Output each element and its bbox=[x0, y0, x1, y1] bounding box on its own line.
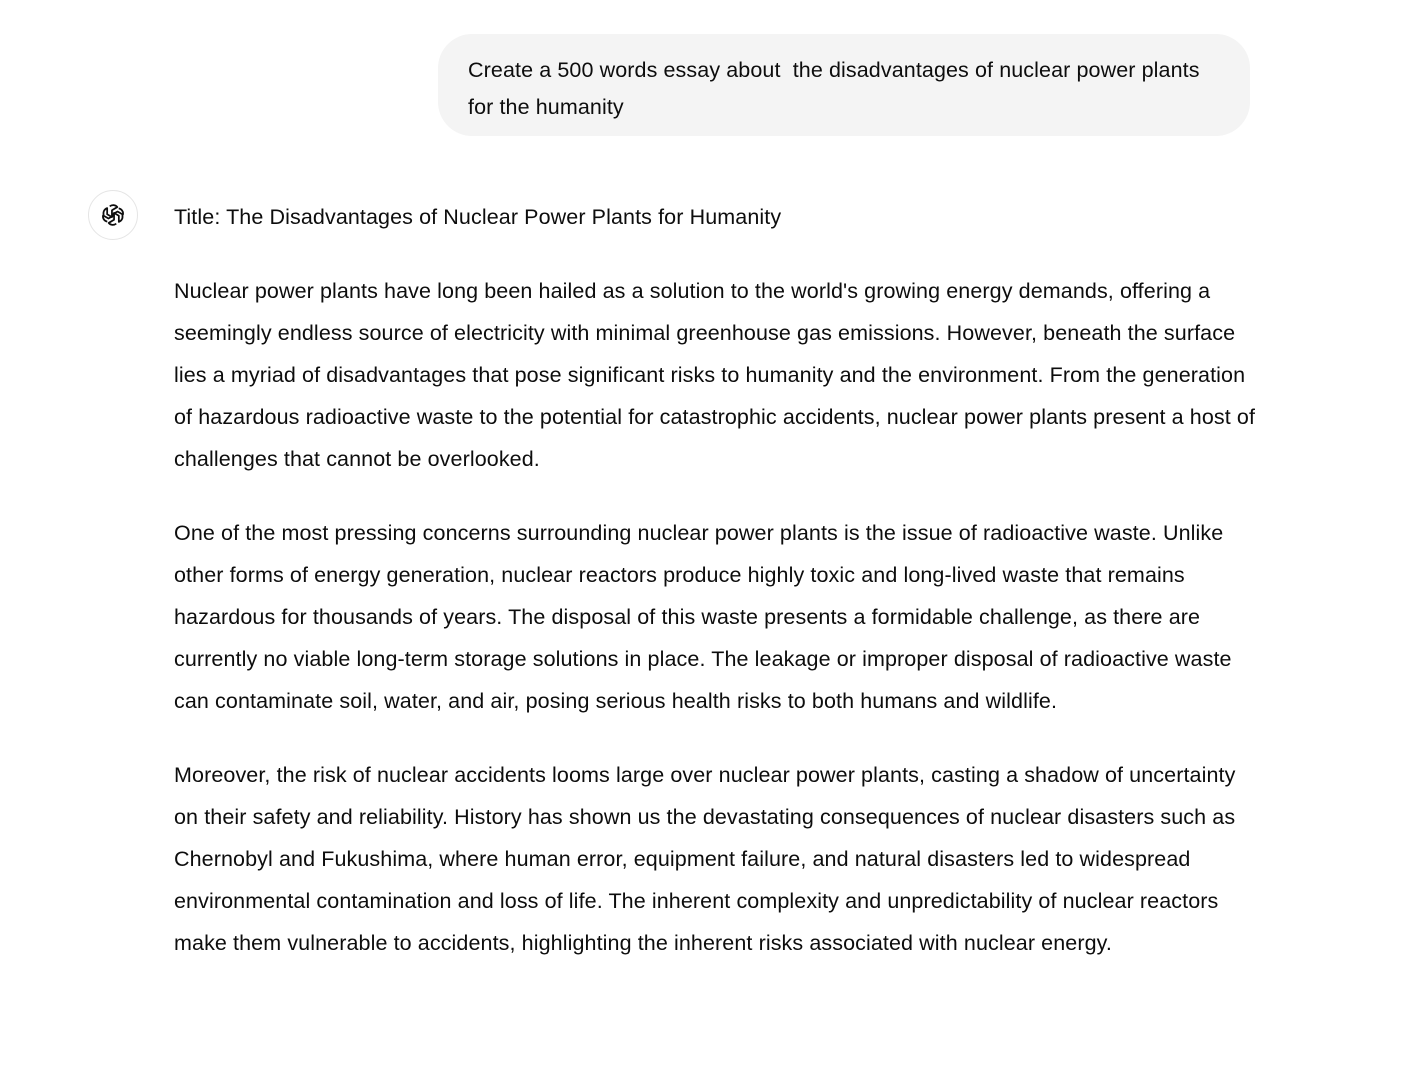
user-message-text: Create a 500 words essay about the disadvantages of nuclear power plants for the humanity bbox=[468, 58, 1206, 119]
essay-title: Title: The Disadvantages of Nuclear Power Plants for Humanity bbox=[174, 205, 782, 229]
essay-paragraph: Nuclear power plants have long been hailed as a solution to the world's growing energy demands, offering a seemingly endless source of electricity with minimal greenhouse gas emissions. However, beneath the surface lies a myriad of disadvantages that pose significant risks to humanity and the environment. From the generation of hazardous radioactive waste to the potential for catastrophic accidents, nuclear power plants present a host of challenges that cannot be overlooked. bbox=[174, 279, 1256, 471]
essay-paragraph: Moreover, the risk of nuclear accidents looms large over nuclear power plants, casting a shadow of uncertainty on their safety and reliability. History has shown us the devastating consequences of nuclear disasters such as Chernobyl and Fukushima, where human error, equipment failure, and natural disasters led to widespread environmental contamination and loss of life. The inherent complexity and unpredictability of nuclear reactors make them vulnerable to accidents, highlighting the inherent risks associated with nuclear energy. bbox=[174, 763, 1236, 955]
assistant-message bbox=[174, 196, 1264, 996]
openai-logo-icon bbox=[99, 201, 127, 229]
essay-paragraph: One of the most pressing concerns surrounding nuclear power plants is the issue of radioactive waste. Unlike other forms of energy generation, nuclear reactors produce highly toxic and long-lived waste that remains hazardous for thousands of years. The disposal of this waste presents a formidable challenge, as there are currently no viable long-term storage solutions in place. The leakage or improper disposal of radioactive waste can contaminate soil, water, and air, posing serious health risks to both humans and wildlife. bbox=[174, 521, 1232, 713]
user-message-bubble bbox=[438, 34, 1250, 136]
assistant-avatar bbox=[88, 190, 138, 240]
